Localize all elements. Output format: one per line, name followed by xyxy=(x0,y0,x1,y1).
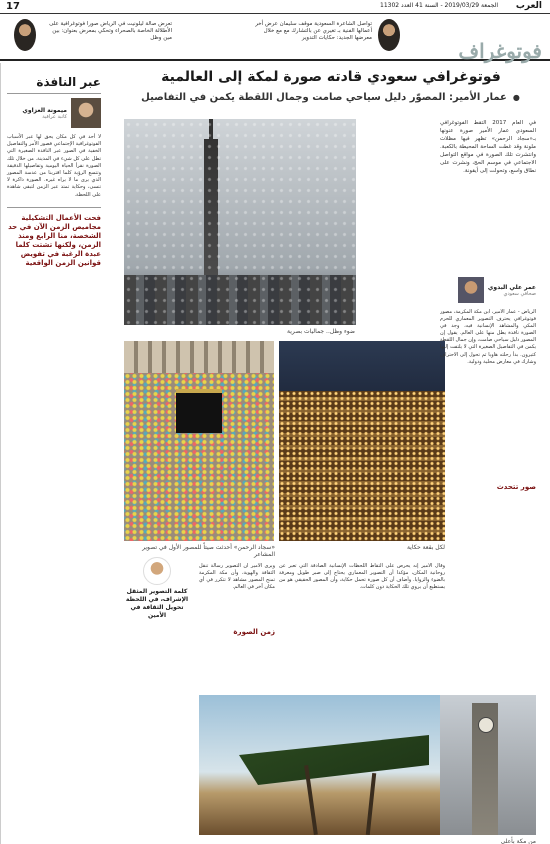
canopy-pole xyxy=(366,773,376,835)
photo-caption: ضوء وظل.. جماليات بصرية xyxy=(287,328,355,335)
masthead xyxy=(0,0,550,14)
article-subhead: ● عمار الأمير: المصوّر دليل سياحي صامت وجمال اللقطة يكمن في التفاصيل xyxy=(133,92,528,103)
canopy-photo xyxy=(199,695,445,835)
mosque-arches xyxy=(124,341,274,373)
article-column-right: الرياض - عمار الأمير، ابن مكة المكرمة، مصور فوتوغرافي يحترف التصوير المعماري للحرم المكي والمشاهد الإنسانية فيه، وجد في الصورة نافذة يطل منها على العالم. يقول إن المصور دليل سياحي صامت، وإن جمال اللقطة يكمن في التفاصيل الصغيرة التي لا يلتفت إليها كثيرون. بدأ رحلته هاويا ثم تحول إلى الاحتراف وشارك في معارض محلية ودولية. xyxy=(440,309,536,365)
article-column-left: ويرى الأمير أن التصوير رسالة تنقل الثقافة والهوية، وأن مكة المكرمة تمنح المصور مشاهد لا تتكرر في أي مكان آخر في العالم. xyxy=(199,563,275,591)
article-intro: في العام 2017 التقط الفوتوغرافي السعودي عمار الأمير صورة عنونها بـ«سجاد الرحمن» تظهر فيها مظلات ملونة وقد غطت الساحة المحيطة بالكعبة. وانتشرت تلك الصورة في مواقع التواصل الاجتماعي في موسم الحج، ونشرت على نطاق واسع، وتحولت إلى أيقونة. xyxy=(440,120,536,174)
opinion-author xyxy=(7,98,101,128)
sub-heading: زمن الصورة xyxy=(233,628,275,636)
newspaper-logo: العرب xyxy=(515,1,542,11)
clock-tower-photo xyxy=(440,695,536,835)
photo-caption: لكل بقعة حكاية xyxy=(406,544,445,551)
teaser-text: تواصل الشاعرة السعودية موقف سليمان عرض أخر أعمالها الفنية بـ تغيري عن بالتشارك مع مع خلال معرضها الجديد: حكايات التدوير xyxy=(255,21,372,41)
byline-role: صحافي سعودي xyxy=(503,290,536,297)
article-headline: فوتوغرافي سعودي قادته صورة لمكة إلى العالمية xyxy=(161,69,501,85)
kaaba xyxy=(176,389,222,433)
teaser[interactable] xyxy=(0,19,180,59)
rain-drops xyxy=(124,119,356,325)
rain-tower-photo xyxy=(124,119,356,325)
author-photo xyxy=(71,98,101,128)
portrait-photo xyxy=(143,557,171,585)
opinion-body: لا أحد في كل مكان يحق لها عبر الأسباب الفوتوغرافية الإجتماعي فصور الأمر والتفاصيل الخفية في الصور عبر النافذة الصغيرة التي تطل على كل شيء في المدينة. من خلال تلك الصورة نقرأ الحياة اليومية وتفاصيلها الدقيقة وتتسع الرؤية كلما اقتربنا من عدسة المصور الذي يرى ما لا يراه غيره. الصورة ذاكرة لا تنسى، وحكاية تمتد عبر الزمن لتبقى شاهدة على اللحظة. xyxy=(7,134,101,198)
teaser-avatar xyxy=(14,19,36,51)
section-title: فوتوغراف xyxy=(458,39,542,63)
teaser-strip xyxy=(0,15,550,61)
portrait-quote-text: كلمة التصوير المثقل الإشراف، في اللحظة تحويل الثقافة في الأمين xyxy=(125,588,189,619)
author-name: ميمونة العزاوي xyxy=(22,106,67,114)
byline-name: عمر علي البدوي xyxy=(487,283,536,291)
opinion-title: عبر النافذة xyxy=(7,63,101,94)
portrait-quote xyxy=(124,557,190,657)
author-role: كاتبة عراقية xyxy=(42,113,67,120)
opinion-column xyxy=(0,63,107,844)
teaser-avatar xyxy=(378,19,400,51)
city-lights xyxy=(279,391,445,541)
photo-caption: من مكة بأعلى xyxy=(500,838,536,844)
teaser[interactable] xyxy=(250,19,400,59)
kaaba-umbrellas-photo xyxy=(124,341,274,541)
photo-caption: «سجاد الرحمن» أحدثت صيتاً للمصور الأول في تصوير المشاعر xyxy=(142,544,275,558)
green-canopy xyxy=(239,735,429,785)
byline xyxy=(440,277,536,303)
issue-date: الجمعة 2019/03/29 - السنة 41 العدد 11302 xyxy=(380,2,498,9)
mecca-night-photo xyxy=(279,341,445,541)
byline-photo xyxy=(458,277,484,303)
sub-heading: صور تتحدث xyxy=(496,483,536,491)
article-column-middle: وقال الأمير إنه يحرص على التقاط اللحظات الإنسانية الصادقة التي تعبر عن روحانية المكان، مؤكدا أن التصوير المعماري يحتاج إلى صبر طويل ومعرفة بالضوء والزوايا. وأضاف أن كل صورة تحمل حكاية، وأن المصور الحقيقي هو من يستطيع أن يروي تلك الحكاية دون كلمات. xyxy=(279,563,445,591)
clock-tower xyxy=(472,703,498,835)
main-article xyxy=(109,63,550,844)
teaser-text: تعرض صالة ليلونيت في الرياض صورا فوتوغرافية على الأطلالة الخاصة بالصحراء وتحكي بمعرض بعنوان: بين مين وظل xyxy=(49,21,172,41)
opinion-pull-quote: فحت الأعمال التشكيلية مجاميص الزمن الآن في حد الشخصة، منا الرابع ومنذ الزمن، ولكنها تشتت كلما عبدة الرغبة في تفويض قوانين الزمن الواقعية xyxy=(7,207,101,268)
page-number: 17 xyxy=(6,1,20,12)
